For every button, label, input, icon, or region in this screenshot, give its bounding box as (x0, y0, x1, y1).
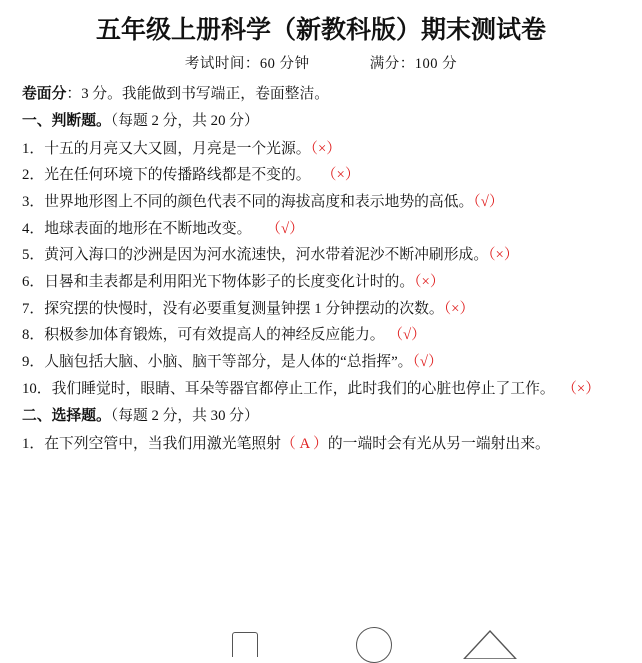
section-heading-1 (22, 110, 620, 133)
figure-row (0, 629, 642, 657)
question-text: 探究摆的快慢时，没有必要重复测量钟摆 1 分钟摆动的次数。 (44, 300, 444, 317)
preamble (22, 83, 620, 106)
question-item (22, 191, 620, 215)
question-number: 10． (22, 380, 52, 397)
question-text: 日晷和圭表都是利用阳光下物体影子的长度变化计时的。 (44, 274, 415, 291)
question-item (22, 298, 620, 322)
question-text: 人脑包括大脑、小脑、脑干等部分，是人体的“总指挥”。 (44, 354, 413, 371)
question-number: 2． (22, 167, 45, 184)
section-heading-2 (22, 405, 620, 428)
triangle-tube-shape (462, 629, 518, 659)
question-answer: （√） (412, 354, 443, 371)
preamble-label: 卷面分 (22, 86, 67, 102)
question-choice: （ A ） (280, 435, 328, 452)
question-item (22, 433, 620, 457)
question-item (22, 271, 620, 295)
circle-tube-shape (356, 627, 392, 663)
question-answer: （×） (488, 247, 519, 264)
question-answer: （×） (414, 274, 445, 291)
question-item (22, 324, 620, 348)
question-text: 积极参加体育锻炼，可有效提高人的神经反应能力。 (44, 327, 385, 344)
question-number: 1． (22, 435, 45, 452)
question-number: 8． (22, 327, 45, 344)
rectangle-tube-shape (232, 632, 258, 657)
section-2-rest: （每题 2 分，共 30 分） (110, 408, 259, 425)
question-answer: （×） (443, 300, 475, 317)
question-item (22, 378, 620, 402)
exam-time: 考试时间：60 分钟 (184, 56, 310, 72)
question-answer: （×） (562, 380, 601, 397)
question-answer: （√） (388, 327, 426, 344)
question-number: 7． (22, 300, 45, 317)
question-text: 地球表面的地形在不断地改变。 (44, 220, 252, 237)
question-answer: （×） (310, 140, 342, 157)
question-number: 5． (22, 247, 45, 264)
question-answer: （√） (266, 220, 304, 237)
question-number: 4． (22, 220, 45, 237)
question-item (22, 138, 620, 162)
section-2-label: 二、选择题。 (22, 408, 111, 425)
question-item (22, 351, 620, 375)
exam-body (22, 83, 620, 457)
question-number: 6． (22, 274, 45, 291)
question-answer: （√） (473, 194, 504, 211)
question-item (22, 164, 620, 188)
question-number: 9． (22, 354, 45, 371)
section-1-label: 一、判断题。 (22, 113, 111, 130)
question-text: 我们睡觉时，眼睛、耳朵等器官都停止工作，此时我们的心脏也停止了工作。 (51, 380, 555, 397)
question-text: 十五的月亮又大又圆，月亮是一个光源。 (44, 140, 311, 157)
question-number: 1． (22, 140, 45, 157)
question-answer: （×） (321, 167, 360, 184)
exam-score: 满分：100 分 (369, 56, 458, 72)
page-title: 五年级上册科学（新教科版）期末测试卷 (95, 17, 546, 44)
question-item (22, 218, 620, 242)
preamble-text: ：3 分。我能做到书写端正，卷面整洁。 (66, 86, 330, 102)
question-number: 3． (22, 194, 45, 211)
question-text: 黄河入海口的沙洲是因为河水流速快，河水带着泥沙不断冲刷形成。 (44, 247, 489, 264)
question-text: 世界地形图上不同的颜色代表不同的海拔高度和表示地势的高低。 (44, 194, 474, 211)
question-item (22, 244, 620, 268)
question-text: 光在任何环境下的传播路线都是不变的。 (44, 167, 311, 184)
question-text-after: 的一端时会有光从另一端射出来。 (327, 435, 550, 452)
question-text-before: 在下列空管中，当我们用激光笔照射 (44, 435, 281, 452)
exam-info (22, 52, 620, 73)
section-1-rest: （每题 2 分，共 20 分） (110, 113, 259, 130)
